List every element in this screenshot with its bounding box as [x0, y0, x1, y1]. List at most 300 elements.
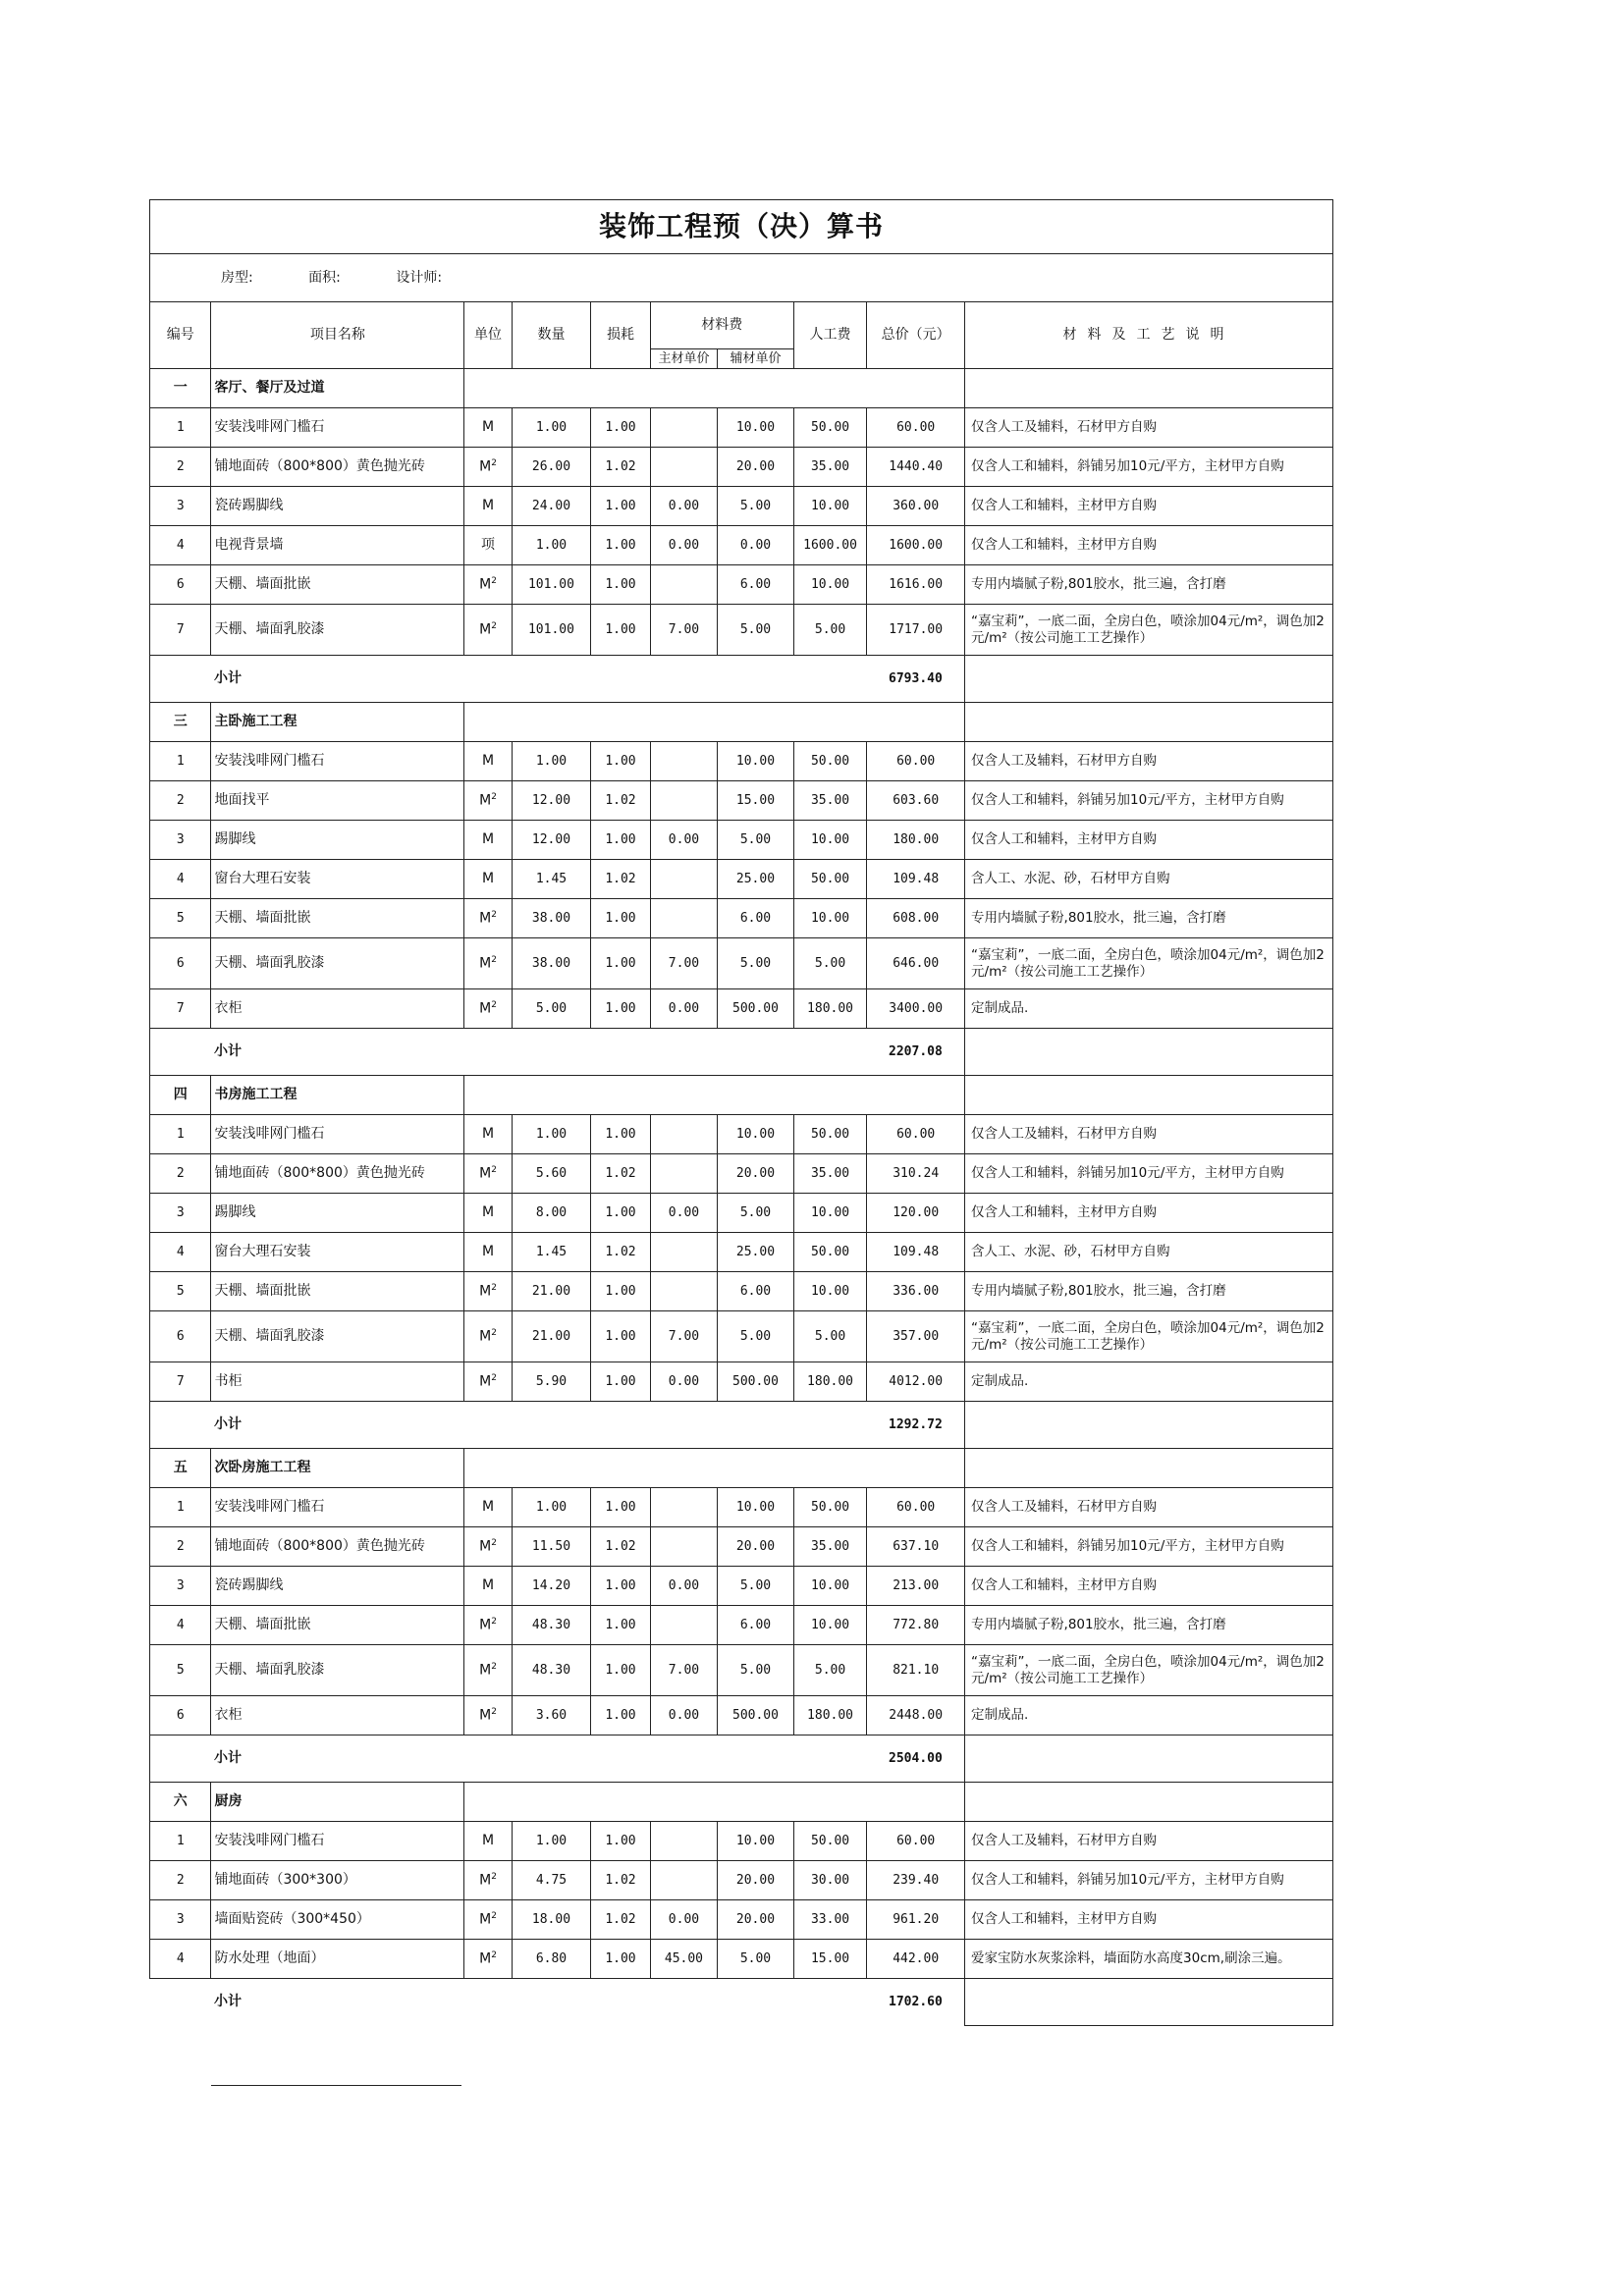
- row-aux: 20.00: [718, 448, 794, 487]
- row-total: 360.00: [867, 487, 965, 526]
- row-loss: 1.00: [591, 526, 650, 565]
- row-labor: 10.00: [793, 487, 867, 526]
- row-no: 4: [150, 526, 211, 565]
- row-labor: 5.00: [793, 1311, 867, 1362]
- row-main: [650, 860, 718, 899]
- table-row: [150, 1822, 1333, 1861]
- row-item: 电视背景墙: [211, 526, 464, 565]
- row-labor: 50.00: [793, 1822, 867, 1861]
- row-desc: 仅含人工和辅料，主材甲方自购: [965, 1194, 1333, 1233]
- row-desc: 仅含人工和辅料，斜铺另加10元/平方，主材甲方自购: [965, 1527, 1333, 1567]
- row-no: 3: [150, 1567, 211, 1606]
- meta-row: [150, 254, 1333, 302]
- row-loss: 1.02: [591, 448, 650, 487]
- row-unit: [464, 526, 512, 565]
- header-item: 项目名称: [211, 302, 464, 369]
- subtotal-spacer: [464, 656, 867, 703]
- row-total: 1717.00: [867, 605, 965, 656]
- unit-squared-mark: 2: [491, 1661, 497, 1672]
- row-item: 安装浅啡网门槛石: [211, 1822, 464, 1861]
- header-aux-price: 辅材单价: [718, 349, 794, 369]
- row-item: 天棚、墙面乳胶漆: [211, 938, 464, 989]
- row-desc: 仅含人工和辅料，主材甲方自购: [965, 1900, 1333, 1940]
- row-labor: 30.00: [793, 1861, 867, 1900]
- section-no: 五: [150, 1449, 211, 1488]
- table-row: [150, 1362, 1333, 1402]
- row-unit: [464, 1154, 512, 1194]
- subtotal-value: 1702.60: [867, 1979, 965, 2026]
- table-row: [150, 526, 1333, 565]
- row-no: 5: [150, 1645, 211, 1696]
- subtotal-value: 1292.72: [867, 1402, 965, 1449]
- row-main: [650, 565, 718, 605]
- row-item: 踢脚线: [211, 1194, 464, 1233]
- subtotal-desc-empty: [965, 1029, 1333, 1076]
- row-labor: 1600.00: [793, 526, 867, 565]
- unit-squared-mark: 2: [491, 909, 497, 920]
- row-labor: 180.00: [793, 1362, 867, 1402]
- row-aux: 10.00: [718, 1115, 794, 1154]
- row-aux: 20.00: [718, 1154, 794, 1194]
- row-total: 60.00: [867, 1822, 965, 1861]
- row-qty: 4.75: [512, 1861, 591, 1900]
- section-empty: [464, 703, 965, 742]
- row-qty: 11.50: [512, 1527, 591, 1567]
- row-main: 0.00: [650, 1194, 718, 1233]
- header-no: 编号: [150, 302, 211, 369]
- row-total: 4012.00: [867, 1362, 965, 1402]
- row-labor: 35.00: [793, 1527, 867, 1567]
- row-total: 3400.00: [867, 989, 965, 1029]
- row-desc: 仅含人工及辅料，石材甲方自购: [965, 408, 1333, 448]
- row-no: 1: [150, 408, 211, 448]
- row-labor: 50.00: [793, 1488, 867, 1527]
- row-no: 2: [150, 1154, 211, 1194]
- row-total: 60.00: [867, 408, 965, 448]
- subtotal-spacer: [464, 1402, 867, 1449]
- row-unit: [464, 938, 512, 989]
- row-qty: 18.00: [512, 1900, 591, 1940]
- subtotal-gap: [150, 656, 211, 703]
- row-loss: 1.00: [591, 1115, 650, 1154]
- row-unit: [464, 742, 512, 781]
- row-desc: 专用内墙腻子粉,801胶水，批三遍，含打磨: [965, 1606, 1333, 1645]
- row-unit: [464, 1567, 512, 1606]
- row-aux: 5.00: [718, 938, 794, 989]
- row-item: 防水处理（地面）: [211, 1940, 464, 1979]
- row-unit: [464, 860, 512, 899]
- subtotal-gap: [150, 1979, 211, 2026]
- row-qty: 48.30: [512, 1606, 591, 1645]
- row-no: 3: [150, 487, 211, 526]
- row-qty: 5.90: [512, 1362, 591, 1402]
- row-item: 地面找平: [211, 781, 464, 821]
- row-no: 1: [150, 1822, 211, 1861]
- row-labor: 5.00: [793, 1645, 867, 1696]
- table-row: [150, 1567, 1333, 1606]
- row-desc: 仅含人工和辅料，斜铺另加10元/平方，主材甲方自购: [965, 448, 1333, 487]
- row-aux: 15.00: [718, 781, 794, 821]
- unit-squared-mark: 2: [491, 791, 497, 802]
- section-row: [150, 1076, 1333, 1115]
- row-qty: 5.00: [512, 989, 591, 1029]
- row-loss: 1.00: [591, 1194, 650, 1233]
- row-item: 铺地面砖（300*300）: [211, 1861, 464, 1900]
- row-main: [650, 1115, 718, 1154]
- row-main: [650, 899, 718, 938]
- table-row: [150, 605, 1333, 656]
- row-desc: 含人工、水泥、砂，石材甲方自购: [965, 860, 1333, 899]
- row-unit-text: 项: [481, 537, 496, 554]
- row-unit: [464, 1527, 512, 1567]
- row-desc: 专用内墙腻子粉,801胶水，批三遍，含打磨: [965, 899, 1333, 938]
- row-loss: 1.02: [591, 860, 650, 899]
- table-row: [150, 1272, 1333, 1311]
- row-aux: 10.00: [718, 1488, 794, 1527]
- section-row: [150, 1449, 1333, 1488]
- row-no: 6: [150, 1311, 211, 1362]
- row-labor: 50.00: [793, 1233, 867, 1272]
- row-desc: 仅含人工和辅料，斜铺另加10元/平方，主材甲方自购: [965, 1154, 1333, 1194]
- row-item: 窗台大理石安装: [211, 1233, 464, 1272]
- header-qty: 数量: [512, 302, 591, 369]
- row-labor: 50.00: [793, 1115, 867, 1154]
- row-loss: 1.00: [591, 742, 650, 781]
- row-main: 0.00: [650, 526, 718, 565]
- row-unit-text: M: [481, 831, 495, 848]
- row-item: 安装浅啡网门槛石: [211, 1115, 464, 1154]
- row-unit-text: M: [479, 955, 492, 972]
- row-main: 0.00: [650, 487, 718, 526]
- section-row: [150, 369, 1333, 408]
- row-main: [650, 1488, 718, 1527]
- subtotal-spacer: [464, 1735, 867, 1783]
- row-aux: 25.00: [718, 860, 794, 899]
- row-loss: 1.00: [591, 899, 650, 938]
- row-main: 0.00: [650, 1362, 718, 1402]
- row-labor: 180.00: [793, 1696, 867, 1735]
- row-aux: 5.00: [718, 1311, 794, 1362]
- row-total: 442.00: [867, 1940, 965, 1979]
- unit-squared-mark: 2: [491, 1910, 497, 1921]
- row-total: 1440.40: [867, 448, 965, 487]
- row-no: 2: [150, 1527, 211, 1567]
- row-item: 安装浅啡网门槛石: [211, 408, 464, 448]
- row-unit: [464, 1696, 512, 1735]
- row-loss: 1.00: [591, 821, 650, 860]
- subtotal-label: 小计: [211, 1029, 464, 1076]
- row-no: 2: [150, 448, 211, 487]
- section-no: 四: [150, 1076, 211, 1115]
- row-unit-text: M: [481, 1833, 495, 1849]
- row-labor: 10.00: [793, 565, 867, 605]
- row-main: 0.00: [650, 989, 718, 1029]
- row-unit: [464, 1940, 512, 1979]
- header-main-price: 主材单价: [650, 349, 718, 369]
- section-no: 六: [150, 1783, 211, 1822]
- row-qty: 101.00: [512, 605, 591, 656]
- row-qty: 12.00: [512, 821, 591, 860]
- row-unit: [464, 1861, 512, 1900]
- row-no: 3: [150, 1194, 211, 1233]
- row-aux: 6.00: [718, 565, 794, 605]
- row-total: 213.00: [867, 1567, 965, 1606]
- row-aux: 500.00: [718, 989, 794, 1029]
- row-unit: [464, 899, 512, 938]
- row-total: 336.00: [867, 1272, 965, 1311]
- row-main: [650, 781, 718, 821]
- unit-squared-mark: 2: [491, 954, 497, 965]
- header-desc: 材料及工艺说明: [965, 302, 1333, 369]
- row-no: 2: [150, 1861, 211, 1900]
- row-unit: [464, 1115, 512, 1154]
- row-unit: [464, 1233, 512, 1272]
- row-item: 踢脚线: [211, 821, 464, 860]
- row-desc: 专用内墙腻子粉,801胶水，批三遍，含打磨: [965, 1272, 1333, 1311]
- row-no: 4: [150, 1940, 211, 1979]
- subtotal-row: [150, 1402, 1333, 1449]
- table-row: [150, 1900, 1333, 1940]
- row-main: [650, 1606, 718, 1645]
- row-aux: 5.00: [718, 1940, 794, 1979]
- table-row: [150, 487, 1333, 526]
- row-unit: [464, 1900, 512, 1940]
- row-aux: 5.00: [718, 821, 794, 860]
- row-qty: 101.00: [512, 565, 591, 605]
- subtotal-spacer: [464, 1979, 867, 2026]
- row-loss: 1.02: [591, 1527, 650, 1567]
- subtotal-label: 小计: [211, 656, 464, 703]
- row-no: 1: [150, 1115, 211, 1154]
- row-total: 60.00: [867, 1115, 965, 1154]
- row-unit: [464, 408, 512, 448]
- table-row: [150, 1606, 1333, 1645]
- row-loss: 1.02: [591, 1154, 650, 1194]
- row-labor: 50.00: [793, 742, 867, 781]
- unit-squared-mark: 2: [491, 1327, 497, 1338]
- row-qty: 21.00: [512, 1311, 591, 1362]
- row-desc: 仅含人工和辅料，主材甲方自购: [965, 1567, 1333, 1606]
- row-desc: 专用内墙腻子粉,801胶水，批三遍，含打磨: [965, 565, 1333, 605]
- row-labor: 35.00: [793, 781, 867, 821]
- table-row: [150, 781, 1333, 821]
- section-empty: [464, 1783, 965, 1822]
- row-qty: 12.00: [512, 781, 591, 821]
- row-desc: 仅含人工及辅料，石材甲方自购: [965, 1488, 1333, 1527]
- row-unit-text: M: [479, 1662, 492, 1679]
- table-row: [150, 860, 1333, 899]
- row-unit: [464, 989, 512, 1029]
- table-row: [150, 938, 1333, 989]
- row-no: 4: [150, 860, 211, 899]
- section-empty: [464, 369, 965, 408]
- row-no: 2: [150, 781, 211, 821]
- row-item: 衣柜: [211, 1696, 464, 1735]
- row-total: 357.00: [867, 1311, 965, 1362]
- table-row: [150, 408, 1333, 448]
- row-desc: 仅含人工及辅料，石材甲方自购: [965, 742, 1333, 781]
- section-name: 书房施工工程: [211, 1076, 464, 1115]
- row-loss: 1.00: [591, 408, 650, 448]
- row-item: 窗台大理石安装: [211, 860, 464, 899]
- row-labor: 10.00: [793, 1606, 867, 1645]
- row-desc: 定制成品.: [965, 1696, 1333, 1735]
- section-empty: [464, 1449, 965, 1488]
- row-desc: 仅含人工和辅料，主材甲方自购: [965, 526, 1333, 565]
- row-aux: 6.00: [718, 1606, 794, 1645]
- row-total: 637.10: [867, 1527, 965, 1567]
- row-item: 瓷砖踢脚线: [211, 1567, 464, 1606]
- room-type-label: 房型:: [221, 269, 253, 286]
- unit-squared-mark: 2: [491, 1616, 497, 1627]
- row-desc: 仅含人工和辅料，斜铺另加10元/平方，主材甲方自购: [965, 781, 1333, 821]
- section-no: 三: [150, 703, 211, 742]
- header-loss: 损耗: [591, 302, 650, 369]
- row-main: [650, 1154, 718, 1194]
- subtotal-label: 小计: [211, 1402, 464, 1449]
- row-unit-text: M: [479, 1617, 492, 1633]
- unit-squared-mark: 2: [491, 1949, 497, 1960]
- row-loss: 1.00: [591, 1645, 650, 1696]
- row-total: 239.40: [867, 1861, 965, 1900]
- subtotal-value: 6793.40: [867, 656, 965, 703]
- row-no: 4: [150, 1606, 211, 1645]
- row-unit: [464, 1606, 512, 1645]
- row-aux: 500.00: [718, 1362, 794, 1402]
- row-loss: 1.00: [591, 1696, 650, 1735]
- row-main: 7.00: [650, 605, 718, 656]
- row-unit-text: M: [479, 458, 492, 475]
- row-unit-text: M: [481, 1577, 495, 1594]
- row-desc: “嘉宝莉”，一底二面，全房白色，喷涂加04元/m²，调色加2元/m²（按公司施工工艺操作）: [965, 1645, 1333, 1696]
- row-main: [650, 1272, 718, 1311]
- row-qty: 6.80: [512, 1940, 591, 1979]
- row-main: [650, 448, 718, 487]
- section-empty: [464, 1076, 965, 1115]
- row-loss: 1.00: [591, 989, 650, 1029]
- row-unit-text: M: [479, 1373, 492, 1390]
- row-item: 书柜: [211, 1362, 464, 1402]
- row-desc: “嘉宝莉”，一底二面，全房白色，喷涂加04元/m²，调色加2元/m²（按公司施工工艺操作）: [965, 938, 1333, 989]
- row-no: 3: [150, 821, 211, 860]
- row-no: 4: [150, 1233, 211, 1272]
- row-qty: 26.00: [512, 448, 591, 487]
- row-unit: [464, 565, 512, 605]
- row-total: 1600.00: [867, 526, 965, 565]
- row-main: [650, 742, 718, 781]
- row-total: 603.60: [867, 781, 965, 821]
- row-qty: 5.60: [512, 1154, 591, 1194]
- header-unit: 单位: [464, 302, 512, 369]
- row-no: 6: [150, 1696, 211, 1735]
- unit-squared-mark: 2: [491, 1871, 497, 1882]
- row-unit-text: M: [479, 1165, 492, 1182]
- table-row: [150, 565, 1333, 605]
- section-desc-empty: [965, 1783, 1333, 1822]
- unit-squared-mark: 2: [491, 1282, 497, 1293]
- row-no: 7: [150, 605, 211, 656]
- row-qty: 1.00: [512, 1822, 591, 1861]
- row-labor: 5.00: [793, 938, 867, 989]
- row-main: [650, 1527, 718, 1567]
- row-aux: 0.00: [718, 526, 794, 565]
- row-unit: [464, 1488, 512, 1527]
- row-desc: 仅含人工及辅料，石材甲方自购: [965, 1115, 1333, 1154]
- row-item: 天棚、墙面乳胶漆: [211, 605, 464, 656]
- row-aux: 10.00: [718, 1822, 794, 1861]
- row-loss: 1.00: [591, 1567, 650, 1606]
- row-unit: [464, 821, 512, 860]
- row-unit: [464, 1362, 512, 1402]
- row-total: 109.48: [867, 860, 965, 899]
- row-qty: 38.00: [512, 938, 591, 989]
- row-loss: 1.00: [591, 1822, 650, 1861]
- row-total: 120.00: [867, 1194, 965, 1233]
- row-total: 310.24: [867, 1154, 965, 1194]
- unit-squared-mark: 2: [491, 620, 497, 631]
- row-item: 天棚、墙面乳胶漆: [211, 1645, 464, 1696]
- row-no: 7: [150, 989, 211, 1029]
- row-aux: 5.00: [718, 605, 794, 656]
- subtotal-row: [150, 656, 1333, 703]
- row-desc: 仅含人工和辅料，斜铺另加10元/平方，主材甲方自购: [965, 1861, 1333, 1900]
- row-unit: [464, 1311, 512, 1362]
- row-desc: 仅含人工和辅料，主材甲方自购: [965, 487, 1333, 526]
- row-unit-text: M: [479, 1328, 492, 1345]
- row-loss: 1.00: [591, 1606, 650, 1645]
- row-total: 60.00: [867, 742, 965, 781]
- row-item: 天棚、墙面批嵌: [211, 899, 464, 938]
- row-main: [650, 408, 718, 448]
- row-loss: 1.00: [591, 565, 650, 605]
- table-row: [150, 1233, 1333, 1272]
- row-loss: 1.02: [591, 1861, 650, 1900]
- row-loss: 1.00: [591, 1272, 650, 1311]
- row-aux: 20.00: [718, 1861, 794, 1900]
- row-desc: 仅含人工及辅料，石材甲方自购: [965, 1822, 1333, 1861]
- subtotal-desc-empty: [965, 1735, 1333, 1783]
- row-loss: 1.00: [591, 1311, 650, 1362]
- row-main: 45.00: [650, 1940, 718, 1979]
- row-aux: 5.00: [718, 1194, 794, 1233]
- row-no: 1: [150, 742, 211, 781]
- row-labor: 10.00: [793, 1272, 867, 1311]
- table-row: [150, 742, 1333, 781]
- row-no: 7: [150, 1362, 211, 1402]
- row-total: 1616.00: [867, 565, 965, 605]
- row-qty: 1.00: [512, 526, 591, 565]
- header-labor: 人工费: [793, 302, 867, 369]
- row-unit: [464, 1194, 512, 1233]
- unit-squared-mark: 2: [491, 1372, 497, 1383]
- row-unit: [464, 487, 512, 526]
- row-aux: 5.00: [718, 1567, 794, 1606]
- section-desc-empty: [965, 369, 1333, 408]
- row-unit: [464, 448, 512, 487]
- row-loss: 1.02: [591, 1900, 650, 1940]
- subtotal-label: 小计: [211, 1735, 464, 1783]
- row-loss: 1.00: [591, 1940, 650, 1979]
- row-item: 墙面贴瓷砖（300*450）: [211, 1900, 464, 1940]
- subtotal-gap: [150, 1735, 211, 1783]
- row-no: 1: [150, 1488, 211, 1527]
- section-row: [150, 1783, 1333, 1822]
- row-no: 6: [150, 565, 211, 605]
- table-row: [150, 1696, 1333, 1735]
- row-qty: 1.00: [512, 408, 591, 448]
- row-total: 2448.00: [867, 1696, 965, 1735]
- page-title: 装饰工程预（决）算书: [150, 200, 1333, 254]
